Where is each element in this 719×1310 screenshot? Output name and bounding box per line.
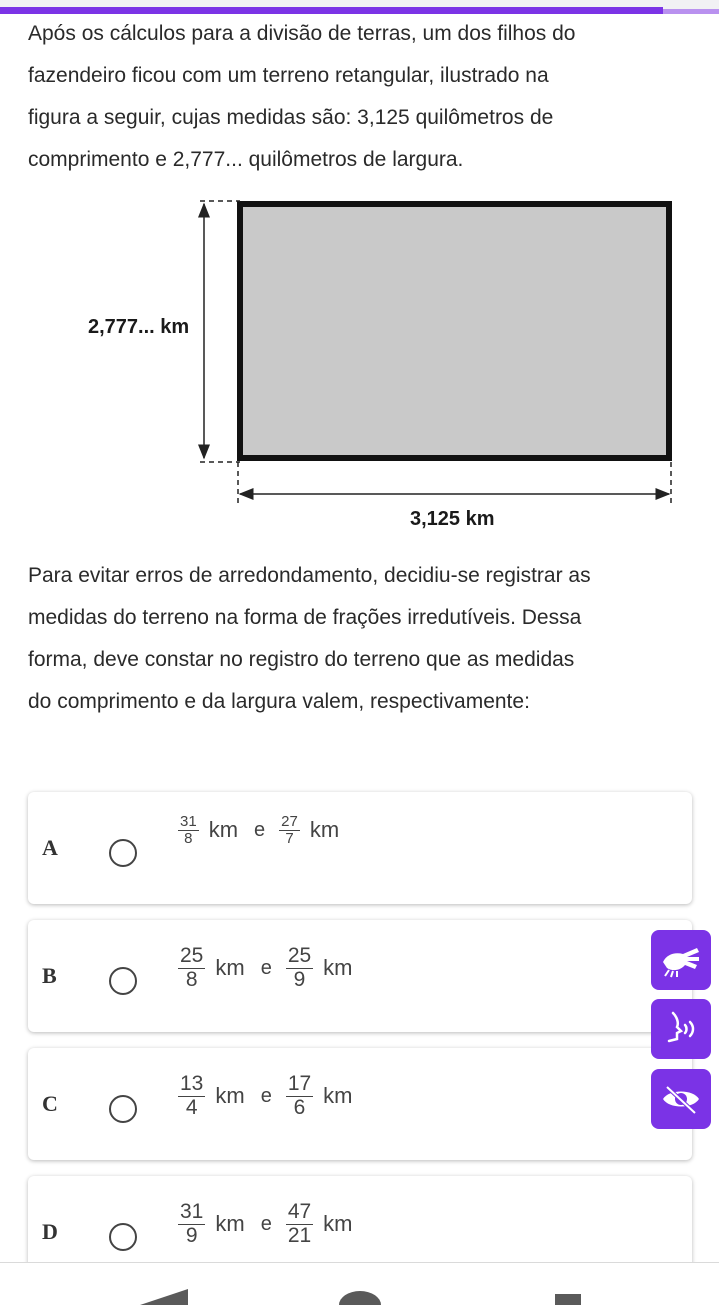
back-icon — [140, 1289, 188, 1305]
numerator: 27 — [281, 812, 298, 830]
nav-icons — [0, 1263, 719, 1305]
numerator: 17 — [287, 1072, 312, 1096]
fraction — [279, 814, 300, 847]
speech-button[interactable] — [651, 999, 711, 1059]
denominator: 6 — [293, 1095, 306, 1119]
numerator: 25 — [287, 944, 312, 968]
speech-icon — [659, 1007, 703, 1051]
option-b[interactable] — [28, 920, 692, 1032]
paragraph-line: Para evitar erros de arredondamento, decidiu-se registrar as — [28, 564, 591, 587]
fraction — [178, 814, 199, 847]
option-a[interactable] — [28, 792, 692, 904]
terrain-figure — [0, 190, 719, 540]
unit: km — [323, 1083, 353, 1108]
option-b-answer — [174, 938, 359, 998]
option-a-answer — [174, 800, 345, 860]
system-nav-bar — [0, 1263, 719, 1305]
fraction — [178, 1201, 205, 1246]
paragraph-line: forma, deve constar no registro do terreno que as medidas — [28, 648, 575, 671]
unit: km — [309, 817, 340, 842]
sign-language-button[interactable] — [651, 930, 711, 990]
terrain-rectangle — [240, 204, 669, 458]
conjunction: e — [254, 818, 266, 841]
numerator: 31 — [180, 1200, 204, 1224]
option-letter: C — [42, 1091, 58, 1116]
option-d-answer — [174, 1194, 359, 1254]
option-c-radio[interactable] — [109, 1095, 137, 1123]
numerator: 31 — [180, 812, 197, 830]
option-letter: A — [42, 835, 58, 860]
option-letter: D — [42, 1219, 58, 1244]
option-a-radio[interactable] — [109, 839, 137, 867]
width-label: 3,125 km — [410, 508, 495, 530]
fraction — [178, 945, 205, 990]
progress-bar — [0, 0, 719, 14]
denominator: 9 — [185, 1223, 198, 1247]
denominator: 8 — [184, 829, 193, 847]
conjunction: e — [260, 956, 272, 979]
denominator: 4 — [185, 1095, 198, 1119]
fraction — [286, 1201, 313, 1246]
question-paragraph-2 — [28, 555, 692, 723]
unit: km — [215, 955, 245, 980]
conjunction: e — [260, 1212, 272, 1235]
height-label: 2,777... km — [88, 316, 190, 338]
fraction — [286, 945, 313, 990]
numerator: 25 — [180, 944, 204, 968]
unit: km — [215, 1083, 245, 1108]
paragraph-line: medidas do terreno na forma de frações irredutíveis. Dessa — [28, 606, 582, 629]
option-c-answer — [174, 1066, 359, 1126]
denominator: 9 — [293, 967, 306, 991]
hide-eye-icon — [659, 1079, 703, 1119]
fraction — [178, 1073, 205, 1118]
option-d-radio[interactable] — [109, 1223, 137, 1251]
terrain-diagram — [0, 190, 719, 540]
paragraph-line: Após os cálculos para a divisão de terras, um dos filhos do — [28, 22, 576, 45]
paragraph-line: comprimento e 2,777... quilômetros de largura. — [28, 148, 464, 171]
option-letter: B — [42, 963, 57, 988]
option-b-radio[interactable] — [109, 967, 137, 995]
paragraph-line: fazendeiro ficou com um terreno retangular, ilustrado na — [28, 64, 549, 87]
home-icon — [339, 1291, 381, 1305]
numerator: 13 — [180, 1072, 204, 1096]
sign-language-icon — [659, 940, 703, 980]
unit: km — [323, 1211, 353, 1236]
hide-eye-button[interactable] — [651, 1069, 711, 1129]
unit: km — [215, 1211, 245, 1236]
option-c[interactable] — [28, 1048, 692, 1160]
question-paragraph-1 — [28, 13, 692, 181]
paragraph-line: do comprimento e da largura valem, respectivamente: — [28, 690, 530, 713]
denominator: 8 — [185, 967, 198, 991]
numerator: 47 — [287, 1200, 312, 1224]
unit: km — [323, 955, 353, 980]
unit: km — [208, 817, 239, 842]
fraction — [286, 1073, 313, 1118]
denominator: 21 — [287, 1223, 312, 1247]
conjunction: e — [260, 1084, 272, 1107]
denominator: 7 — [285, 829, 294, 847]
paragraph-line: figura a seguir, cujas medidas são: 3,125 quilômetros de — [28, 106, 554, 129]
recents-icon — [555, 1294, 581, 1305]
